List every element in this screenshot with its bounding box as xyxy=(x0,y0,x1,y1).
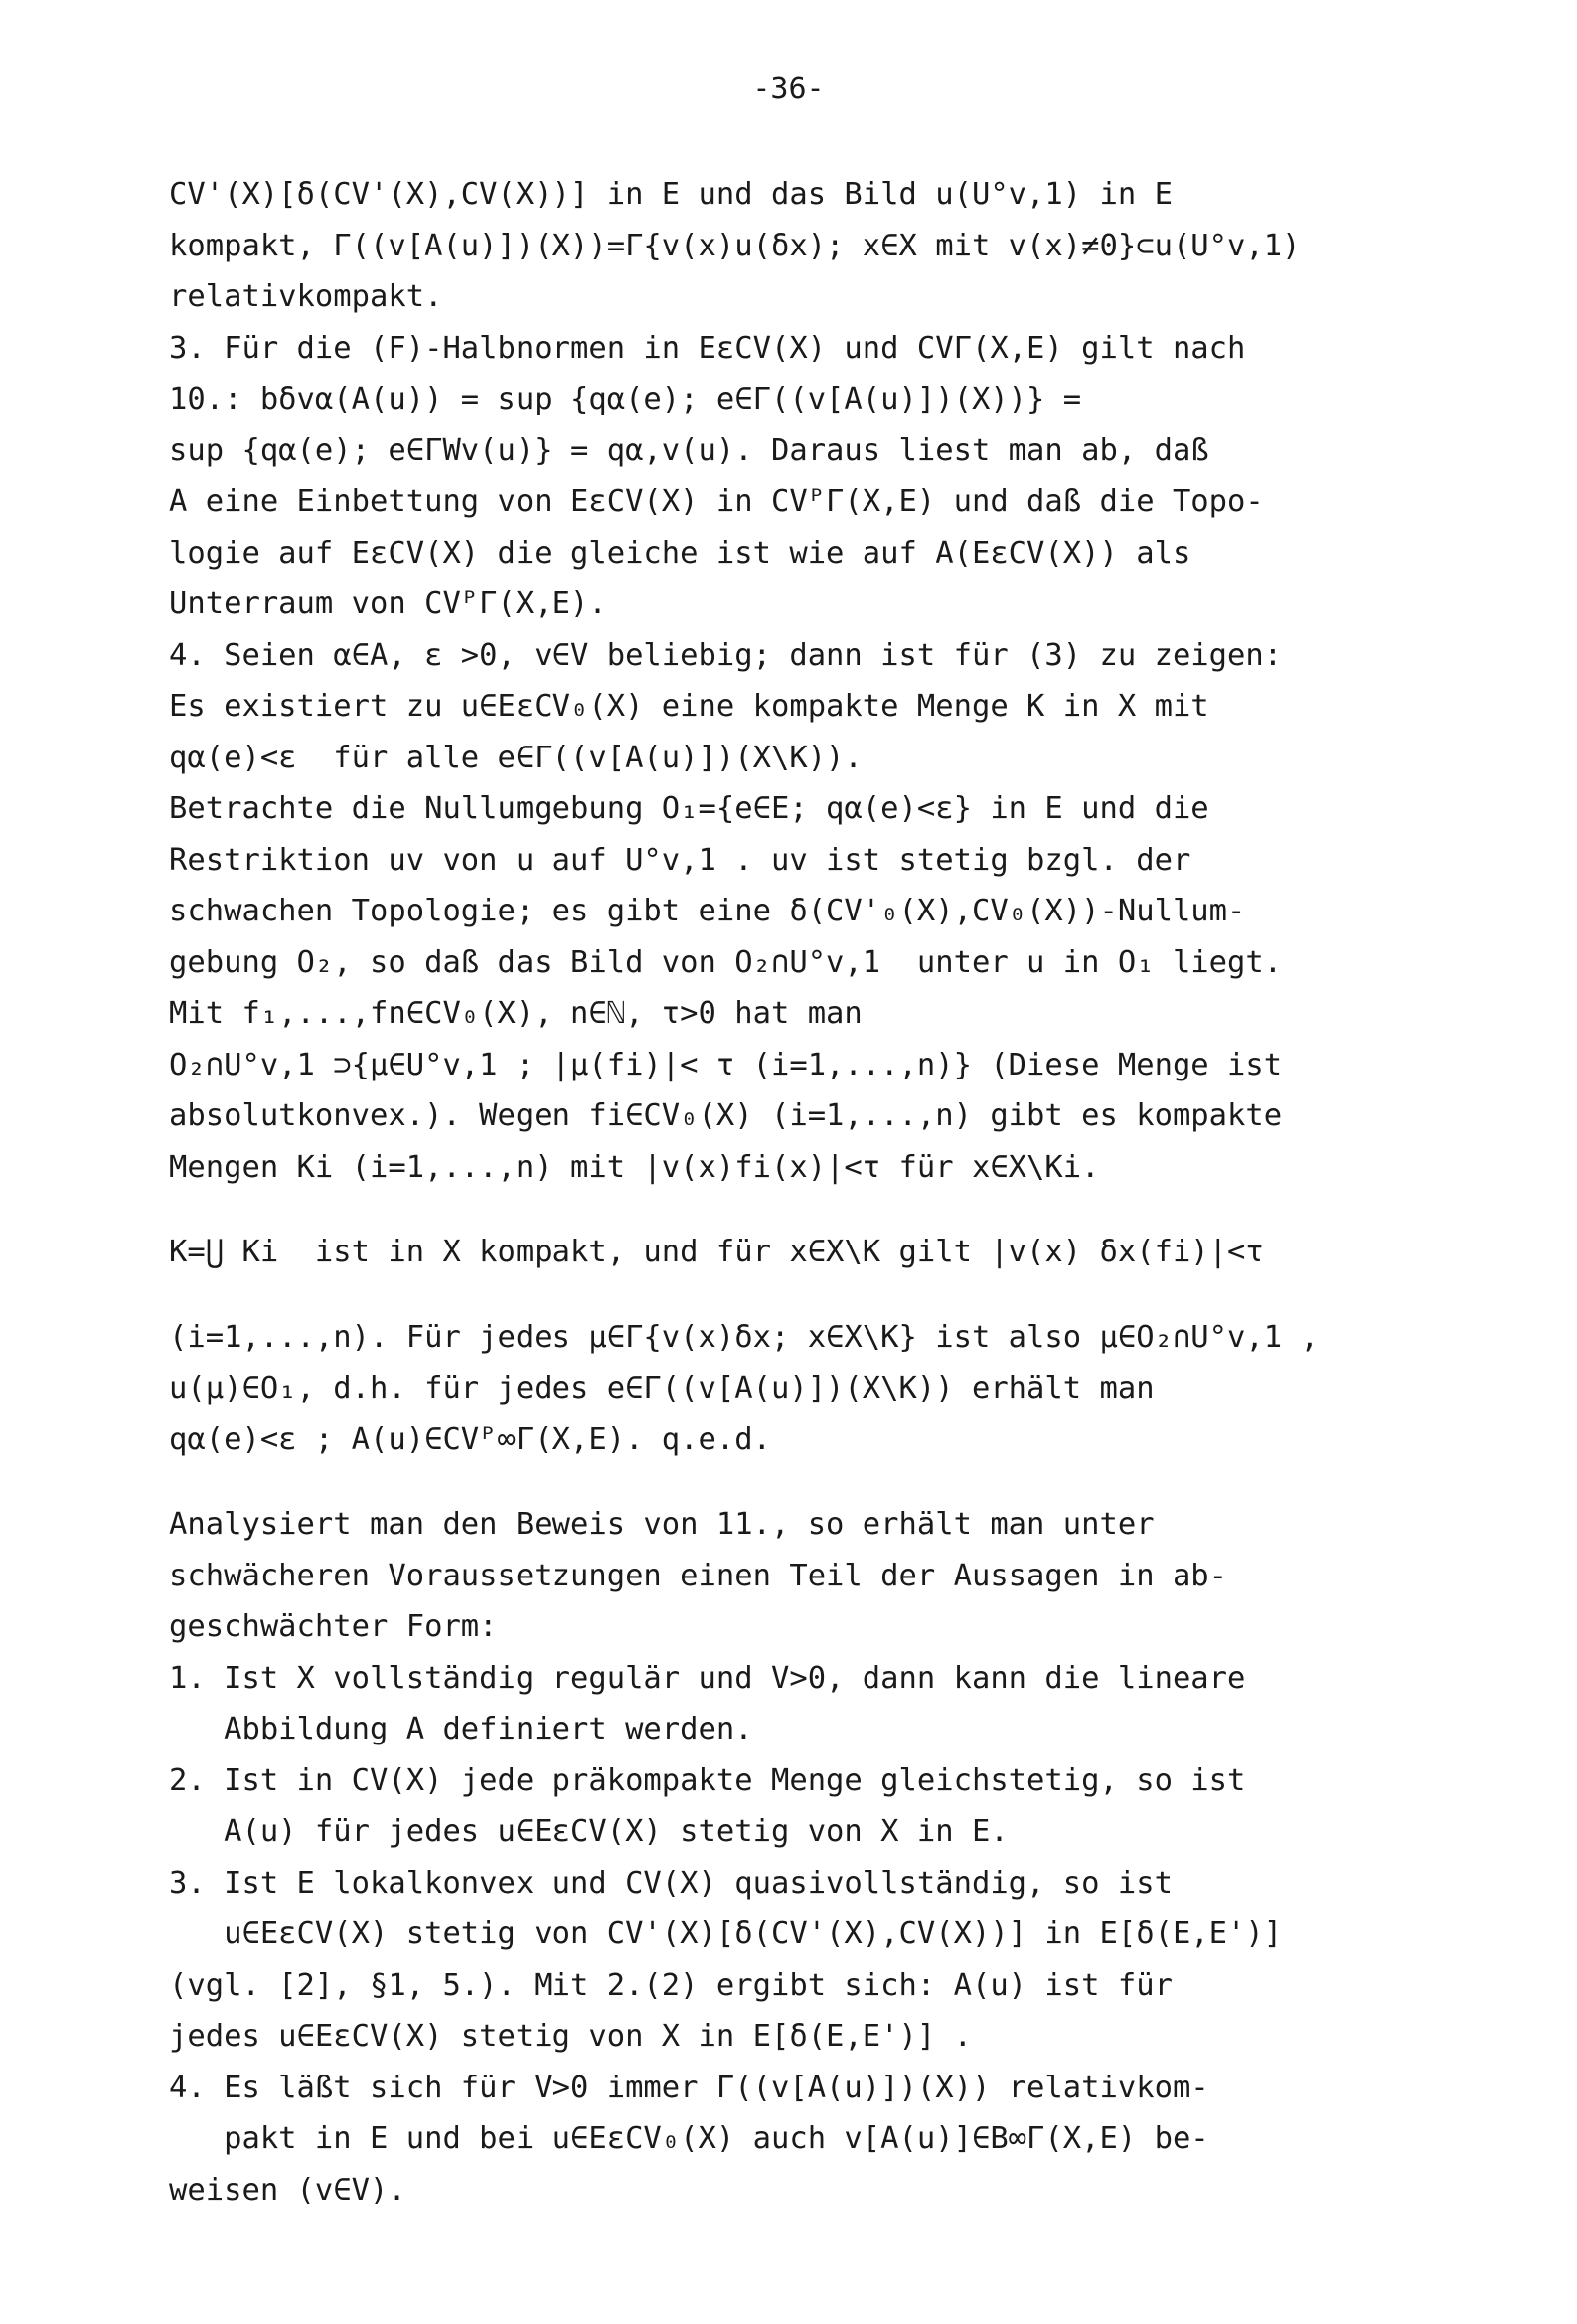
text-line: O₂∩U°v,1 ⊃{μ∈U°v,1 ; |μ(fi)|< τ (i=1,...,n)} (Diese Menge ist xyxy=(169,1047,1283,1082)
text-line: A(u) für jedes u∈EεCV(X) stetig von X in E. xyxy=(169,1814,1009,1849)
numbered-list xyxy=(169,1653,1421,2217)
text-line: 1. Ist X vollständig regulär und V>0, dann kann die lineare xyxy=(169,1660,1246,1696)
text-line: gebung O₂, so daß das Bild von O₂∩U°v,1 unter u in O₁ liegt. xyxy=(169,944,1283,980)
text-line: logie auf EεCV(X) die gleiche ist wie auf A(EεCV(X)) als xyxy=(169,535,1191,571)
text-line: Unterraum von CVᴾΓ(X,E). xyxy=(169,586,607,621)
list-item xyxy=(169,1755,1421,1858)
text-line: 10.: bδvα(A(u)) = sup {qα(e); e∈Γ((v[A(u)])(X))} = xyxy=(169,382,1082,416)
list-item xyxy=(169,1858,1421,2063)
text-line: u(μ)∈O₁, d.h. für jedes e∈Γ((v[A(u)])(X\K)) erhält man xyxy=(169,1371,1155,1406)
list-item xyxy=(169,2063,1421,2217)
spacer xyxy=(169,1193,1421,1227)
text-line: Analysiert man den Beweis von 11., so erhält man unter xyxy=(169,1507,1155,1542)
text-line: kompakt, Γ((v[A(u)])(X))=Γ{v(x)u(δx); x∈X mit v(x)≠0}⊂u(U°v,1) xyxy=(169,228,1301,263)
text-line: pakt in E und bei u∈EεCV₀(X) auch v[A(u)]∈B∞Γ(X,E) be- xyxy=(169,2121,1209,2156)
text-line: qα(e)<ε für alle e∈Γ((v[A(u)])(X\K)). xyxy=(169,740,863,775)
text-line: Mit f₁,...,fn∈CV₀(X), n∈ℕ, τ>0 hat man xyxy=(169,996,863,1031)
text-line: 4. Seien α∈A, ε >0, v∈V beliebig; dann ist für (3) zu zeigen: xyxy=(169,637,1283,673)
text-line: CV'(X)[δ(CV'(X),CV(X))] in E und das Bild u(U°v,1) in E xyxy=(169,177,1173,212)
text-line: schwächeren Voraussetzungen einen Teil der Aussagen in ab- xyxy=(169,1558,1228,1593)
proof-conclusion xyxy=(169,1312,1421,1466)
text-line: qα(e)<ε ; A(u)∈CVᴾ∞Γ(X,E). q.e.d. xyxy=(169,1421,771,1457)
text-line: Restriktion uv von u auf U°v,1 . uv ist stetig bzgl. der xyxy=(169,842,1191,878)
text-line: sup {qα(e); e∈ΓWv(u)} = qα,v(u). Daraus liest man ab, daß xyxy=(169,432,1209,468)
union-formula-block xyxy=(169,1227,1421,1278)
text-line: (vgl. [2], §1, 5.). Mit 2.(2) ergibt sich: A(u) ist für xyxy=(169,1967,1173,2003)
text-line: K=⋃ Ki ist in X kompakt, und für x∈X\K gilt |v(x) δx(fi)|<τ xyxy=(169,1235,1264,1269)
text-line: 2. Ist in CV(X) jede präkompakte Menge gleichstetig, so ist xyxy=(169,1762,1246,1798)
text-line: relativkompakt. xyxy=(169,279,443,314)
text-line: absolutkonvex.). Wegen fi∈CV₀(X) (i=1,...,n) gibt es kompakte xyxy=(169,1098,1283,1133)
text-line: schwachen Topologie; es gibt eine δ(CV'₀(X),CV₀(X))-Nullum- xyxy=(169,894,1246,928)
text-line: (i=1,...,n). Für jedes μ∈Γ{v(x)δx; x∈X\K} ist also μ∈O₂∩U°v,1 , xyxy=(169,1319,1319,1355)
text-line: u∈EεCV(X) stetig von CV'(X)[δ(CV'(X),CV(X))] in E[δ(E,E')] xyxy=(169,1916,1283,1951)
analysis-paragraph xyxy=(169,1499,1421,1653)
text-line: weisen (v∈V). xyxy=(169,2172,406,2208)
text-line: Es existiert zu u∈EεCV₀(X) eine kompakte Menge K in X mit xyxy=(169,689,1209,724)
list-item xyxy=(169,1653,1421,1755)
text-line: geschwächter Form: xyxy=(169,1609,498,1644)
text-line: Mengen Ki (i=1,...,n) mit |v(x)fi(x)|<τ für x∈X\Ki. xyxy=(169,1149,1100,1185)
text-line: jedes u∈EεCV(X) stetig von X in E[δ(E,E')] . xyxy=(169,2019,972,2054)
spacer xyxy=(169,1465,1421,1499)
spacer xyxy=(169,1278,1421,1312)
text-line: Betrachte die Nullumgebung O₁={e∈E; qα(e)<ε} in E und die xyxy=(169,791,1209,826)
text-line: 4. Es läßt sich für V>0 immer Γ((v[A(u)])(X)) relativkom- xyxy=(169,2070,1209,2105)
proof-block xyxy=(169,169,1421,1193)
page-body xyxy=(169,169,1421,2216)
text-line: 3. Ist E lokalkonvex und CV(X) quasivollständig, so ist xyxy=(169,1865,1173,1901)
text-line: A eine Einbettung von EεCV(X) in CVᴾΓ(X,E) und daß die Topo- xyxy=(169,484,1264,519)
text-line: 3. Für die (F)-Halbnormen in EεCV(X) und CVΓ(X,E) gilt nach xyxy=(169,330,1246,366)
page-number: -36- xyxy=(752,72,825,106)
text-line: Abbildung A definiert werden. xyxy=(169,1712,753,1746)
